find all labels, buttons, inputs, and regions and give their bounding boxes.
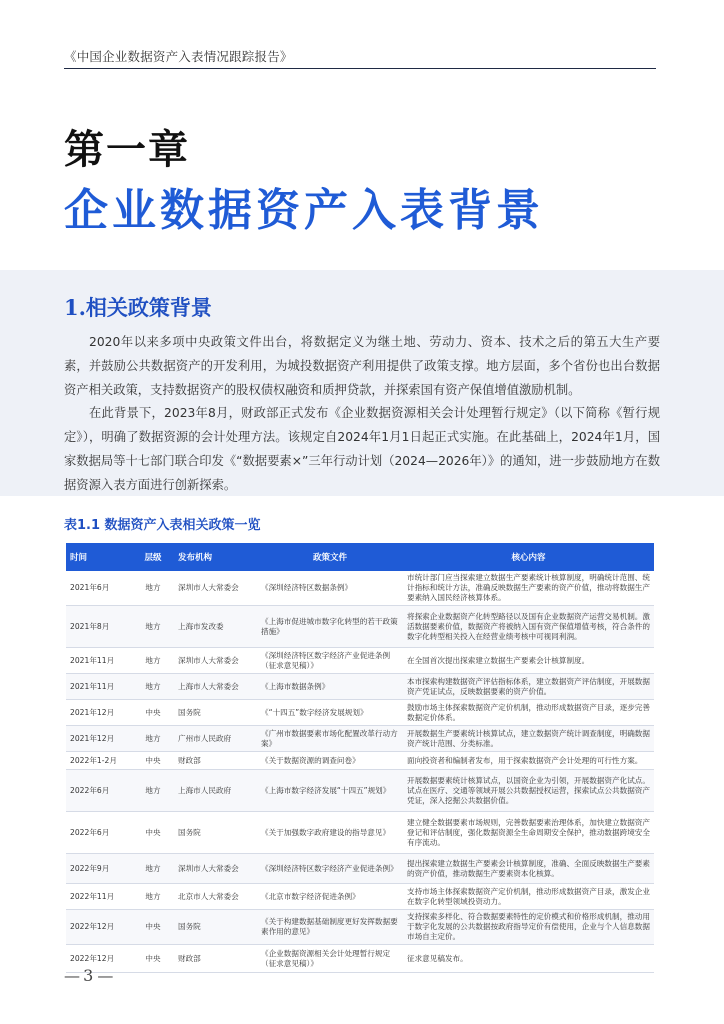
section-heading: 1.相关政策背景: [64, 295, 212, 320]
cell-content: 提出探索建立数据生产要素会计核算制度，准确、全面反映数据生产要素的资产价值，推动数据生产要素资本化核算。: [403, 854, 654, 884]
cell-issuer: 北京市人大常委会: [174, 884, 257, 910]
cell-document: 《关于加强数字政府建设的指导意见》: [257, 812, 403, 854]
paragraph: 2020年以来多项中央政策文件出台，将数据定义为继土地、劳动力、资本、技术之后的第五大生产要素，并鼓励公共数据资产的开发利用，为城投数据资产利用提供了政策支撑。地方层面，多个省份也出台数据资产相关政策，支持数据资产的股权债权融资和质押贷款，并探索国有资产保值增值激励机制。: [64, 335, 660, 397]
table-row: [66, 812, 654, 854]
table-row: [66, 752, 654, 770]
cell-content: 建立健全数据要素市场规则，完善数据要素治理体系，加快建立数据资产登记和评估制度，强化数据资源全生命周期安全保护，推动数据跨境安全有序流动。: [403, 812, 654, 854]
cell-level: 中央: [132, 700, 174, 726]
cell-content: 支持探索多样化、符合数据要素特性的定价模式和价格形成机制，推动用于数字化发展的公共数据按政府指导定价有偿使用，企业与个人信息数据市场自主定价。: [403, 910, 654, 945]
cell-issuer: 上海市人大常委会: [174, 674, 257, 700]
cell-level: 地方: [132, 674, 174, 700]
header-time: 时间: [66, 543, 132, 571]
table-row: [66, 700, 654, 726]
cell-level: 中央: [132, 812, 174, 854]
table-row: [66, 884, 654, 910]
table-header-row: [66, 543, 654, 571]
cell-issuer: 深圳市人大常委会: [174, 571, 257, 606]
policy-background-section: [0, 270, 724, 496]
cell-level: 地方: [132, 884, 174, 910]
cell-issuer: 上海市人民政府: [174, 770, 257, 812]
cell-document: 《关于数据资源的调查问卷》: [257, 752, 403, 770]
cell-document: 《深圳经济特区数字经济产业促进条例》: [257, 854, 403, 884]
cell-time: 2021年6月: [66, 571, 132, 606]
cell-level: 地方: [132, 726, 174, 752]
cell-content: 支持市场主体探索数据资产定价机制，推动形成数据资产目录，激发企业在数字化转型领域投资动力。: [403, 884, 654, 910]
footer-dash: —: [64, 966, 84, 985]
cell-issuer: 深圳市人大常委会: [174, 648, 257, 674]
cell-issuer: 上海市发改委: [174, 606, 257, 648]
cell-time: 2021年12月: [66, 726, 132, 752]
cell-content: 开展数据生产要素统计核算试点，建立数据资产统计调查制度，明确数据资产统计范围、分类标准。: [403, 726, 654, 752]
table-row: [66, 726, 654, 752]
table-row: [66, 571, 654, 606]
cell-document: 《深圳经济特区数字经济产业促进条例（征求意见稿）》: [257, 648, 403, 674]
cell-level: 地方: [132, 648, 174, 674]
cell-document: 《深圳经济特区数据条例》: [257, 571, 403, 606]
header-issuer: 发布机构: [174, 543, 257, 571]
cell-content: 将探索企业数据资产化转型路径以及国有企业数据资产运营交易机制。激活数据要素价值，数据资产将被纳入国有资产保值增值考核，符合条件的数字化转型相关投入在经营业绩考核中可视同利润。: [403, 606, 654, 648]
table-caption: 表1.1 数据资产入表相关政策一览: [64, 518, 261, 533]
cell-content: 本市探索构建数据资产评估指标体系，建立数据资产评估制度，开展数据资产凭证试点，反映数据要素的资产价值。: [403, 674, 654, 700]
cell-content: 市统计部门应当探索建立数据生产要素统计核算制度，明确统计范围、统计指标和统计方法，准确反映数据生产要素的资产价值，推动将数据生产要素纳入国民经济核算体系。: [403, 571, 654, 606]
cell-time: 2022年11月: [66, 884, 132, 910]
table-row: [66, 674, 654, 700]
header-level: 层级: [132, 543, 174, 571]
cell-time: 2021年8月: [66, 606, 132, 648]
cell-level: 中央: [132, 945, 174, 973]
cell-issuer: 深圳市人大常委会: [174, 854, 257, 884]
cell-time: 2022年1-2月: [66, 752, 132, 770]
cell-time: 2022年6月: [66, 770, 132, 812]
cell-document: 《上海市数据条例》: [257, 674, 403, 700]
cell-issuer: 财政部: [174, 945, 257, 973]
chapter-title: 企业数据资产入表背景: [64, 185, 544, 236]
policy-table: [66, 543, 654, 973]
header-content: 核心内容: [403, 543, 654, 571]
cell-document: 《上海市促进城市数字化转型的若干政策措施》: [257, 606, 403, 648]
cell-level: 地方: [132, 770, 174, 812]
table-row: [66, 910, 654, 945]
paragraph: 在此背景下，2023年8月，财政部正式发布《企业数据资源相关会计处理暂行规定》（以下简称《暂行规定》），明确了数据资源的会计处理方法。该规定自2024年1月1日起正式实施。在此基础上，2024年1月，国家数据局等十七部门联合印发《“数据要素×”三年行动计划（2024—2026年）》的通知，进一步鼓励地方在数据资源入表方面进行创新探索。: [64, 406, 660, 492]
cell-content: 征求意见稿发布。: [403, 945, 654, 973]
header-divider: [64, 68, 656, 69]
cell-time: 2021年12月: [66, 700, 132, 726]
cell-content: 在全国首次提出探索建立数据生产要素会计核算制度。: [403, 648, 654, 674]
page-number-footer: [64, 966, 112, 985]
table-row: [66, 648, 654, 674]
cell-issuer: 国务院: [174, 910, 257, 945]
cell-time: 2021年11月: [66, 674, 132, 700]
table-row: [66, 945, 654, 973]
cell-time: 2021年11月: [66, 648, 132, 674]
cell-issuer: 国务院: [174, 812, 257, 854]
cell-level: 地方: [132, 854, 174, 884]
cell-document: 《北京市数字经济促进条例》: [257, 884, 403, 910]
cell-document: 《上海市数字经济发展“十四五”规划》: [257, 770, 403, 812]
cell-document: 《“十四五”数字经济发展规划》: [257, 700, 403, 726]
cell-level: 地方: [132, 571, 174, 606]
cell-time: 2022年12月: [66, 945, 132, 973]
footer-dash: —: [93, 966, 113, 985]
page-number: 3: [83, 966, 94, 985]
cell-level: 中央: [132, 752, 174, 770]
cell-level: 地方: [132, 606, 174, 648]
cell-time: 2022年6月: [66, 812, 132, 854]
cell-document: 《广州市数据要素市场化配置改革行动方案》: [257, 726, 403, 752]
table-row: [66, 606, 654, 648]
cell-document: 《企业数据资源相关会计处理暂行规定（征求意见稿）》: [257, 945, 403, 973]
cell-content: 鼓励市场主体探索数据资产定价机制，推动形成数据资产目录，逐步完善数据定价体系。: [403, 700, 654, 726]
cell-issuer: 财政部: [174, 752, 257, 770]
header-document: 政策文件: [257, 543, 403, 571]
chapter-label: 第一章: [64, 127, 190, 173]
table-row: [66, 770, 654, 812]
table-row: [66, 854, 654, 884]
report-header-title: 《中国企业数据资产入表情况跟踪报告》: [64, 49, 293, 64]
cell-document: 《关于构建数据基础制度更好发挥数据要素作用的意见》: [257, 910, 403, 945]
cell-content: 开展数据要素统计核算试点，以国资企业为引领，开展数据资产化试点。试点在医疗、交通等领域开展公共数据授权运营，探索试点公共数据资产凭证，深入挖掘公共数据价值。: [403, 770, 654, 812]
cell-time: 2022年12月: [66, 910, 132, 945]
cell-issuer: 广州市人民政府: [174, 726, 257, 752]
cell-time: 2022年9月: [66, 854, 132, 884]
cell-issuer: 国务院: [174, 700, 257, 726]
cell-content: 面向投资者和编制者发布，用于探索数据资产会计处理的可行性方案。: [403, 752, 654, 770]
cell-level: 中央: [132, 910, 174, 945]
